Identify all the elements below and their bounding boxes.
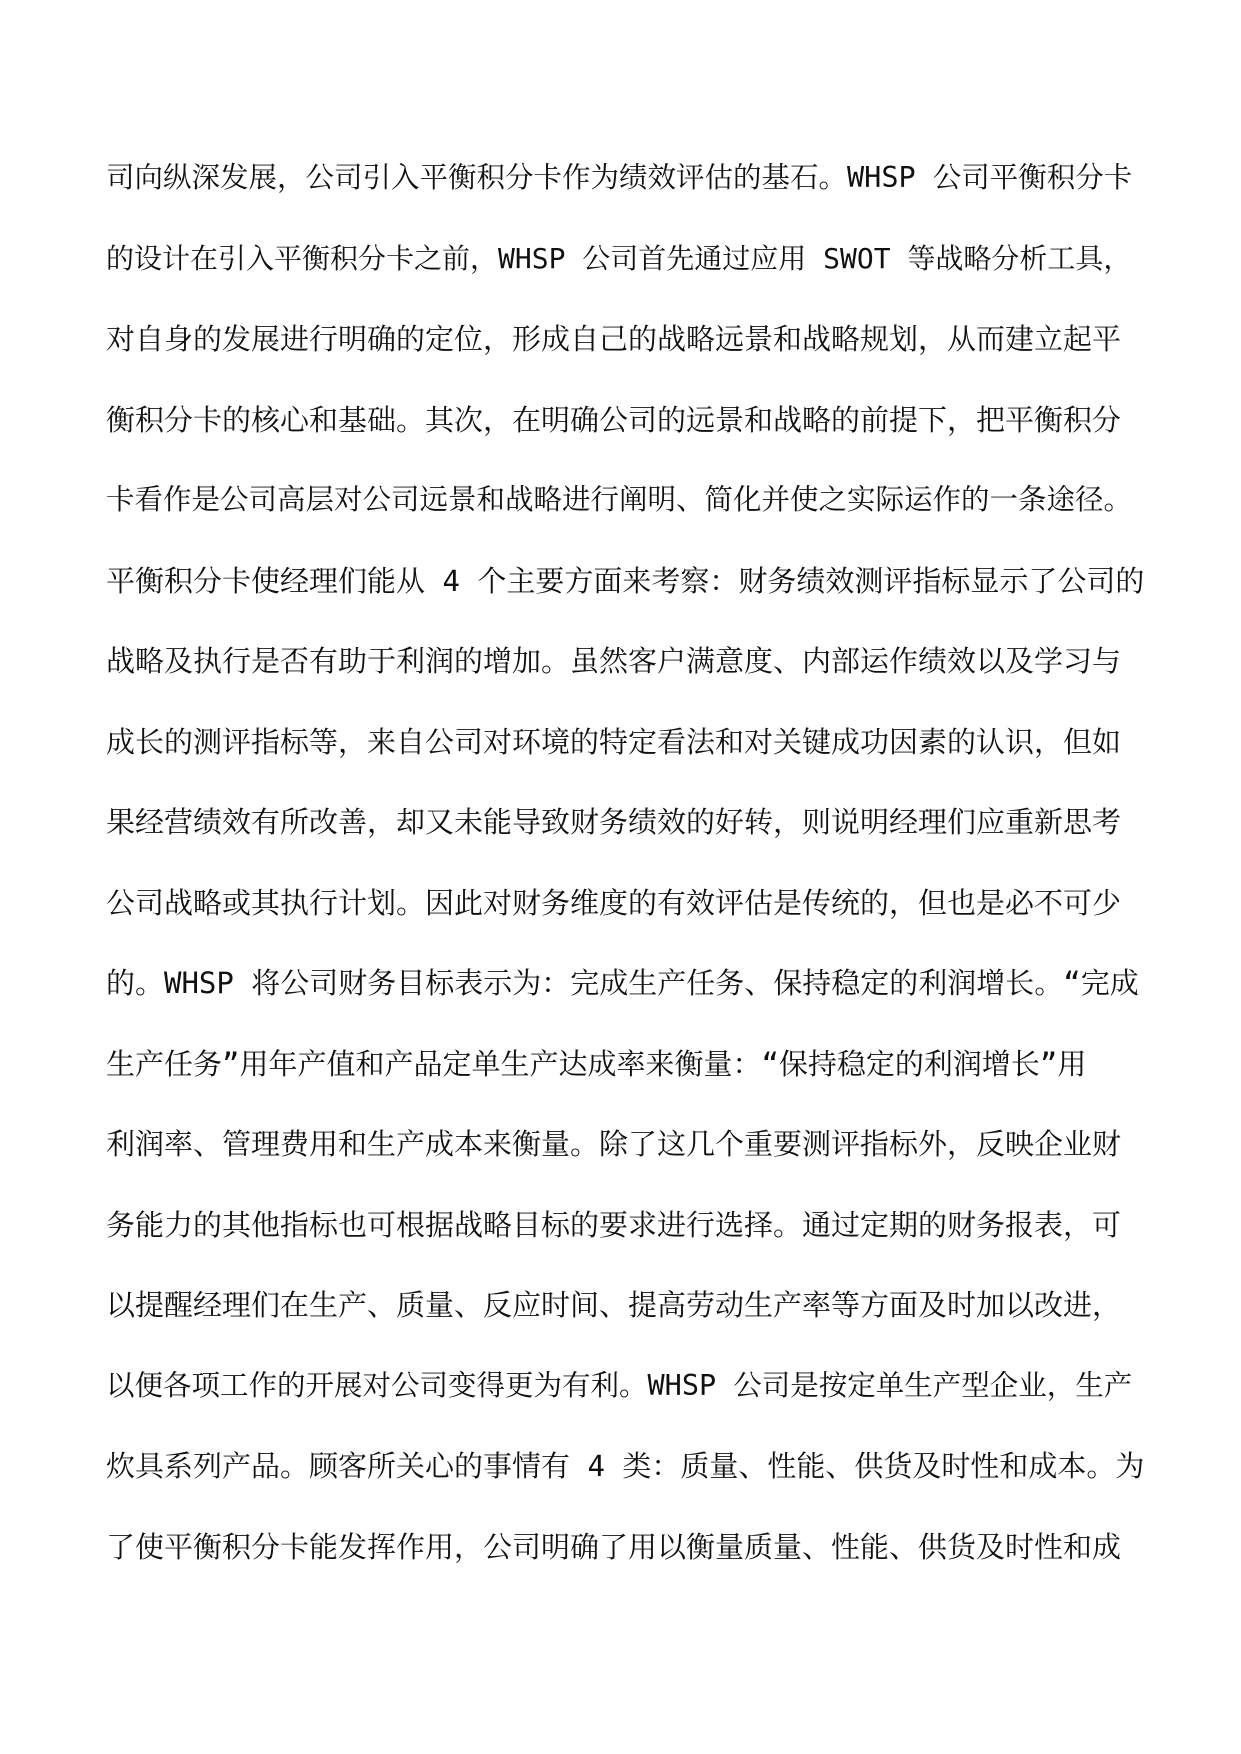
text-line: 务能力的其他指标也可根据战略目标的要求进行选择。通过定期的财务报表，可 bbox=[106, 1207, 1122, 1242]
text-line: 公司战略或其执行计划。因此对财务维度的有效评估是传统的，但也是必不可少 bbox=[106, 885, 1122, 920]
text-line: 以提醒经理们在生产、质量、反应时间、提高劳动生产率等方面及时加以改进， bbox=[106, 1288, 1122, 1322]
text-line: 的。WHSP 将公司财务目标表示为：完成生产任务、保持稳定的利润增长。“完成 bbox=[106, 966, 1139, 1000]
text-line: 平衡积分卡使经理们能从 4 个主要方面来考察：财务绩效测评指标显示了公司的 bbox=[106, 563, 1145, 598]
text-line: 以便各项工作的开展对公司变得更为有利。WHSP 公司是按定单生产型企业，生产 bbox=[106, 1368, 1133, 1402]
text-line: 生产任务”用年产值和产品定单生产达成率来衡量：“保持稳定的利润增长”用 bbox=[106, 1046, 1087, 1081]
text-line: 战略及执行是否有助于利润的增加。虽然客户满意度、内部运作绩效以及学习与 bbox=[106, 644, 1122, 678]
text-line: 卡看作是公司高层对公司远景和战略进行阐明、简化并使之实际运作的一条途径。 bbox=[106, 483, 1133, 516]
text-line: 对自身的发展进行明确的定位，形成自己的战略远景和战略规划，从而建立起平 bbox=[106, 322, 1122, 356]
text-line: 成长的测评指标等，来自公司对环境的特定看法和对关键成功因素的认识，但如 bbox=[106, 724, 1122, 759]
text-line: 司向纵深发展，公司引入平衡积分卡作为绩效评估的基石。WHSP 公司平衡积分卡 bbox=[106, 161, 1133, 194]
text-line: 利润率、管理费用和生产成本来衡量。除了这几个重要测评指标外，反映企业财 bbox=[106, 1127, 1122, 1161]
text-line: 的设计在引入平衡积分卡之前，WHSP 公司首先通过应用 SWOT 等战略分析工具， bbox=[106, 241, 1132, 275]
text-line: 衡积分卡的核心和基础。其次，在明确公司的远景和战略的前提下，把平衡积分 bbox=[106, 402, 1122, 437]
body-text bbox=[106, 160, 1146, 1587]
text-line: 炊具系列产品。顾客所关心的事情有 4 类：质量、性能、供货及时性和成本。为 bbox=[106, 1449, 1145, 1483]
text-line: 了使平衡积分卡能发挥作用，公司明确了用以衡量质量、性能、供货及时性和成 bbox=[106, 1529, 1122, 1564]
text-line: 果经营绩效有所改善，却又未能导致财务绩效的好转，则说明经理们应重新思考 bbox=[106, 805, 1122, 839]
